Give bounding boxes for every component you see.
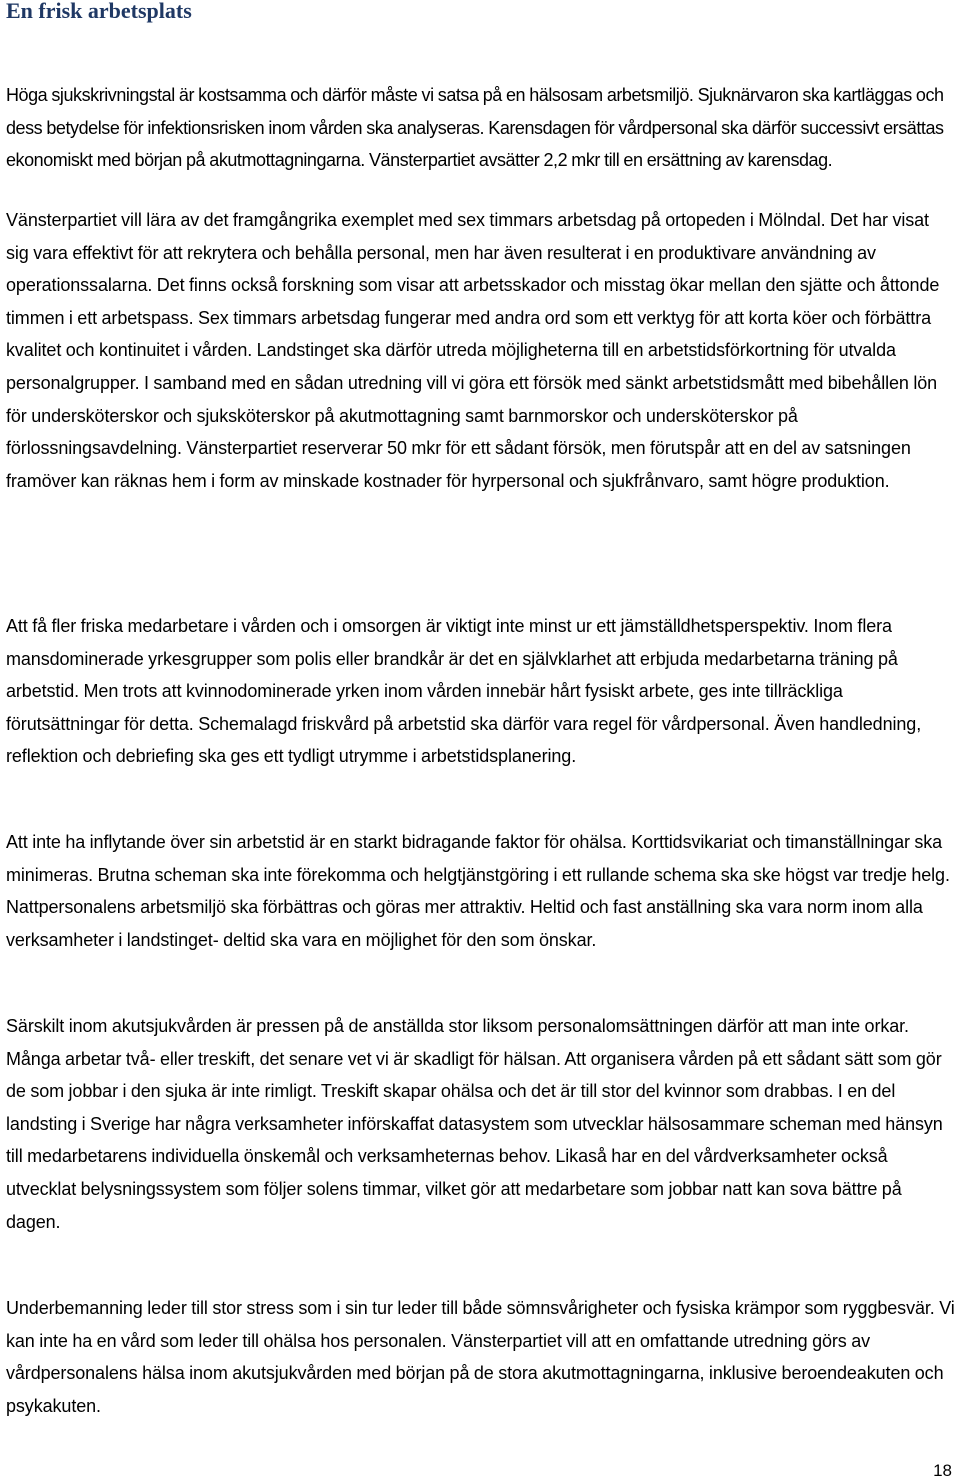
paragraph-sick-pay: Höga sjukskrivningstal är kostsamma och därför måste vi satsa på en hälsosam arbetsmiljö. Sjuknärvaron ska kartläggas och dess betydelse för infektionsrisken inom vården ska analyseras. Karensdagen för vårdpersonal ska därför successivt ersättas ekonomiskt med början på akutmottagningarna. Vänsterpartiet avsätter 2,2 mkr till en ersättning av karensdag.	[6, 85, 944, 170]
paragraph-six-hour-workday: Vänsterpartiet vill lära av det framgångrika exemplet med sex timmars arbetsdag på ortopeden i Mölndal. Det har visat sig vara effektivt för att rekrytera och behålla personal, men har även resulterat i en produktivare användning av operationssalarna. Det finns också forskning som visar att arbetsskador och misstag ökar mellan den sjätte och åttonde timmen i ett arbetspass. Sex timmars arbetsdag fungerar med andra ord som ett verktyg för att korta köer och förbättra kvalitet och kontinuitet i vården. Landstinget ska därför utreda möjligheterna till en arbetstidsförkortning för utvalda personalgrupper. I samband med en sådan utredning vill vi göra ett försök med sänkt arbetstidsmått med bibehållen lön för undersköterskor och sjuksköterskor på akutmottagning samt barnmorskor och undersköterskor på förlossningsavdelning. Vänsterpartiet reserverar 50 mkr för ett sådant försök, men förutspår att en del av satsningen framöver kan räknas hem i form av minskade kostnader för hyrpersonal och sjukfrånvaro, samt högre produktion.	[6, 210, 940, 491]
section-heading: En frisk arbetsplats	[6, 0, 192, 23]
paragraph-emergency-care-shifts: Särskilt inom akutsjukvården är pressen på de anställda stor liksom personalomsättningen därför att man inte orkar. Många arbetar två- eller treskift, det senare vet vi är skadligt för hälsan. Att organisera vården på ett sådant sätt som gör de som jobbar i den sjuka är inte rimligt. Treskift skapar ohälsa och det är till stor del kvinnor som drabbas. I en del landsting i Sverige har några verksamheter införskaffat datasystem som utvecklar hälsosammare scheman med hänsyn till medarbetarens individuella önskemål och verksamheternas behov. Likaså har en del vårdverksamheter också utvecklat belysningssystem som följer solens timmar, vilket gör att medarbetare som jobbar natt kan sova bättre på dagen.	[6, 1016, 943, 1232]
page-number: 18	[933, 1461, 952, 1480]
paragraph-equality-wellness: Att få fler friska medarbetare i vården och i omsorgen är viktigt inte minst ur ett jämställdhetsperspektiv. Inom flera mansdominerade yrkesgrupper som polis eller brandkår är det en självklarhet att erbjuda medarbetarna träning på arbetstid. Men trots att kvinnodominerade yrken inom vården innebär hårt fysiskt arbete, ges inte tillräckliga förutsättningar för detta. Schemalagd friskvård på arbetstid ska därför vara regel för vårdpersonal. Även handledning, reflektion och debriefing ska ges ett tydligt utrymme i arbetstidsplanering.	[6, 616, 922, 767]
paragraph-understaffing: Underbemanning leder till stor stress som i sin tur leder till både sömnsvårigheter och fysiska krämpor som ryggbesvär. Vi kan inte ha en vård som leder till ohälsa hos personalen. Vänsterpartiet vill att en omfattande utredning görs av vårdpersonalens hälsa inom akutsjukvården med början på de stora akutmottagningarna, inklusive beroendeakuten och psykakuten.	[6, 1298, 955, 1416]
paragraph-working-hours-influence: Att inte ha inflytande över sin arbetstid är en starkt bidragande faktor för ohälsa. Korttidsvikariat och timanställningar ska minimeras. Brutna scheman ska inte förekomma och helgtjänstgöring i ett rullande schema ska ske högst var tredje helg. Nattpersonalens arbetsmiljö ska förbättras och göras mer attraktiv. Heltid och fast anställning ska vara norm inom alla verksamheter i landstinget- deltid ska vara en möjlighet för den som önskar.	[6, 832, 950, 950]
